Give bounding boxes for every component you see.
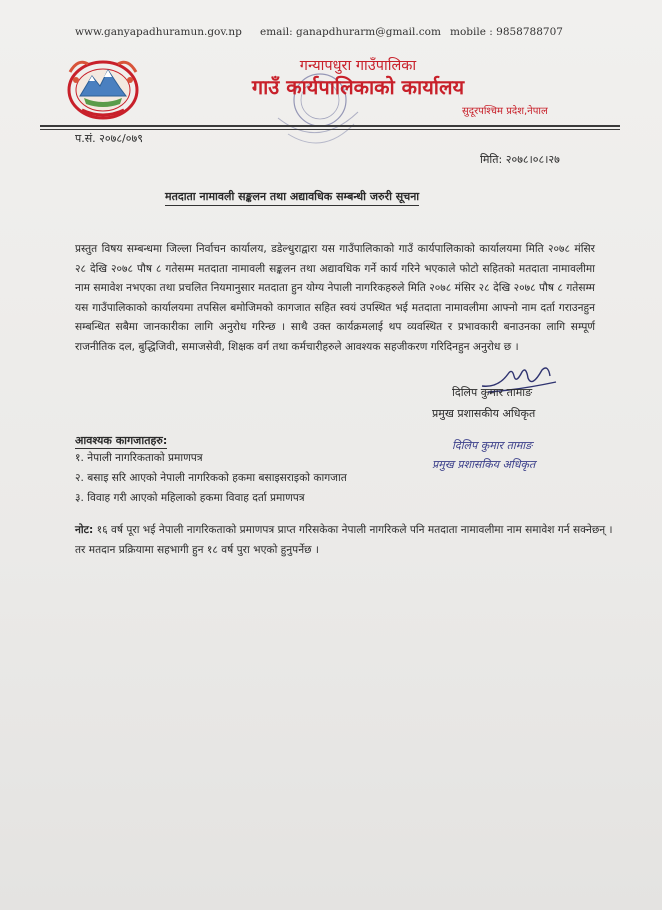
province-text: सुदूरपश्चिम प्रदेश,नेपाल	[462, 106, 548, 117]
website-text: www.ganyapadhuramun.gov.np	[75, 26, 242, 38]
stamp-signer-title: प्रमुख प्रशासकिय अधिकृत	[432, 458, 536, 471]
header-divider	[40, 125, 620, 127]
documents-heading: आवश्यक कागजातहरु:	[75, 434, 168, 447]
nepal-emblem-icon	[62, 50, 144, 120]
mobile-text: mobile : 9858788707	[450, 26, 563, 38]
document-item: १. नेपाली नागरिकताको प्रमाणपत्र	[75, 452, 203, 464]
signer-title: प्रमुख प्रशासकीय अधिकृत	[432, 407, 536, 420]
note-label: नोट:	[75, 524, 94, 536]
document-item: ३. विवाह गरी आएको महिलाको हकमा विवाह दर्ता प्रमाणपत्र	[75, 492, 305, 504]
office-title: गाउँ कार्यपालिकाको कार्यालय	[251, 75, 465, 99]
letter-subject: मतदाता नामावली सङ्कलन तथा अद्यावधिक सम्बन्धी जरुरी सूचना	[165, 189, 419, 206]
letter-date: मिति: २०७८।०८।२७	[480, 153, 560, 166]
note-paragraph	[75, 520, 615, 560]
letter-body: प्रस्तुत विषय सम्बन्धमा जिल्ला निर्वाचन कार्यालय, डडेल्धुराद्वारा यस गाउँपालिकाको गाउँ कार्यपालिकाको कार्यालयमा मिति २०७८ मंसिर २८ देखि २०७८ पौष ८ गतेसम्म मतदाता नामावली सङ्कलन तथा अद्यावधिक गर्ने कार्य गरिने भएकाले फोटो सहितको मतदाता नामावलीमा नाम समावेश नभएका तथा प्रचलित नियमानुसार मतदाता हुन योग्य नेपाली नागरिकहरुले मिति २०७८ मंसिर २८ देखि २०७८ पौष ८ गतेसम्म यस गाउँपालिकाको कार्यालयमा तपसिल बमोजिमको कागजात सहित स्वयं उपस्थित भई मतदाता नामावलीमा आफ्नो नाम दर्ता गराउनहुन सम्बन्धित सबैमा जानकारीका लागि अनुरोध गरिन्छ । साथै उक्त कार्यक्रमलाई थप व्यवस्थित र प्रभावकारी बनाउनका लागि सम्पूर्ण राजनीतिक दल, बुद्धिजिवी, समाजसेवी, शिक्षक वर्ग तथा कर्मचारीहरुले आवश्यक सहजीकरण गरिदिनहुन अनुरोध छ ।	[75, 243, 595, 353]
municipality-name: गन्यापधुरा गाउँपालिका	[299, 58, 417, 74]
reference-number: प.सं. २०७८/०७९	[75, 132, 143, 145]
header-divider-thin	[40, 129, 620, 130]
signer-name: दिलिप कुमार तामाङ	[452, 386, 533, 399]
stamp-signer-name: दिलिप कुमार तामाङ	[452, 439, 533, 452]
note-text: १६ वर्ष पूरा भई नेपाली नागरिकताको प्रमाणपत्र प्राप्त गरिसकेका नेपाली नागरिकले पनि मतदाता नामावलीमा नाम समावेश गर्न सक्नेछन् । तर मतदान प्रक्रियामा सहभागी हुन १८ वर्ष पुरा भएको हुनुपर्नेछ ।	[75, 524, 613, 556]
document-item: २. बसाइ सरि आएको नेपाली नागरिकको हकमा बसाइसराइको कागजात	[75, 472, 347, 484]
email-text: email: ganapdhurarm@gmail.com	[260, 26, 441, 38]
